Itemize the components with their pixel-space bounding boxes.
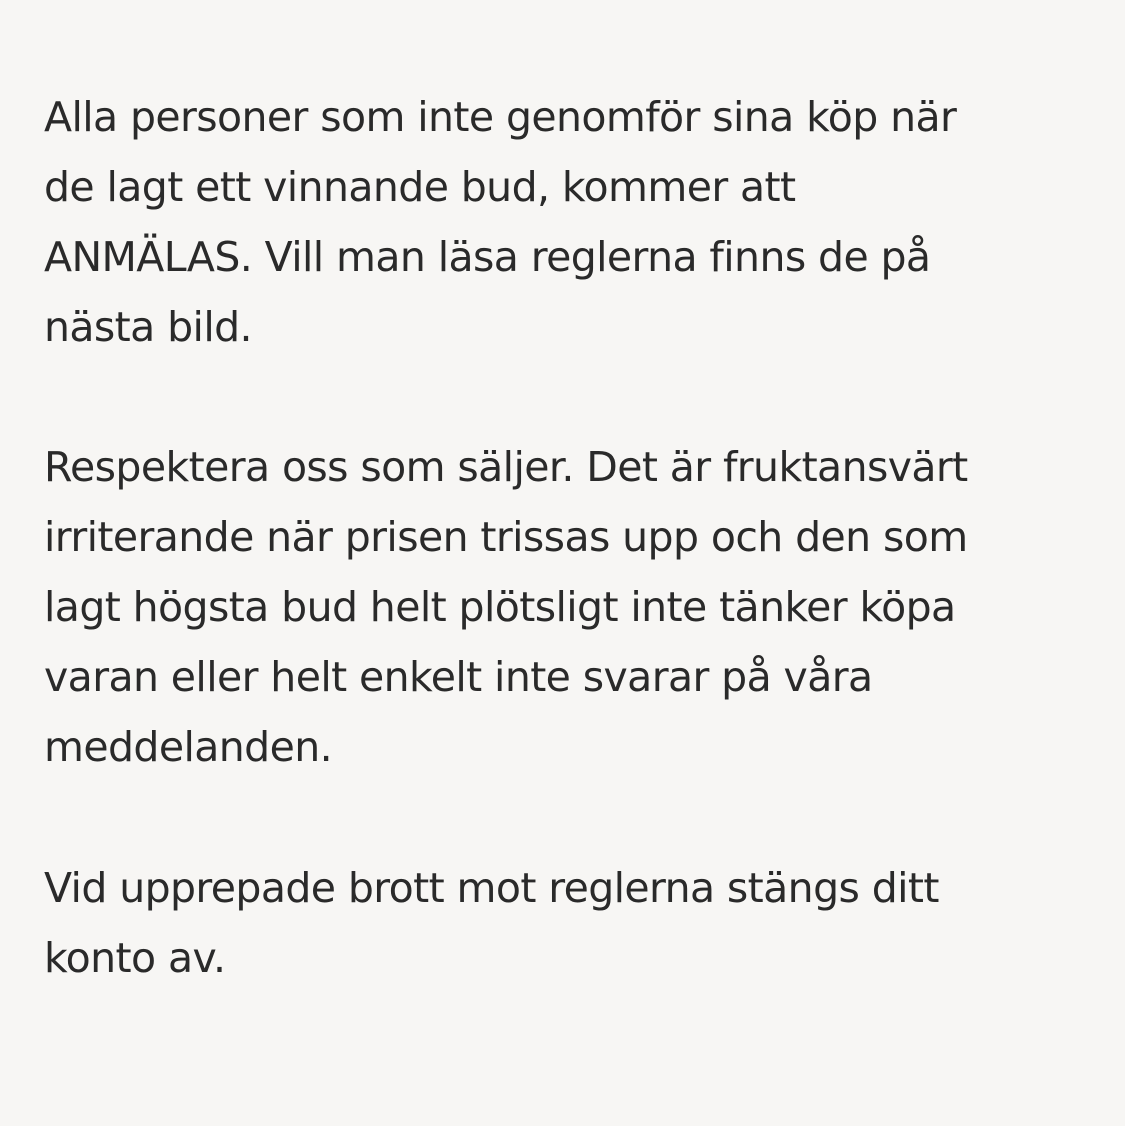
text-line: Alla personer som inte genomför sina köp när bbox=[44, 93, 957, 141]
paragraph-respect-sellers bbox=[44, 432, 1104, 782]
text-line: Vid upprepade brott mot reglerna stängs ditt bbox=[44, 864, 939, 912]
text-line: lagt högsta bud helt plötsligt inte tänker köpa bbox=[44, 583, 956, 631]
text-line: ANMÄLAS. Vill man läsa reglerna finns de på bbox=[44, 233, 931, 281]
text-line: konto av. bbox=[44, 934, 226, 982]
text-line: meddelanden. bbox=[44, 723, 333, 771]
paragraph-account-closure bbox=[44, 853, 1104, 993]
text-line: de lagt ett vinnande bud, kommer att bbox=[44, 163, 796, 211]
paragraph-reporting-warning bbox=[44, 82, 1104, 362]
text-line: Respektera oss som säljer. Det är fruktansvärt bbox=[44, 443, 968, 491]
text-line: nästa bild. bbox=[44, 303, 252, 351]
text-line: irriterande när prisen trissas upp och den som bbox=[44, 513, 968, 561]
text-line: varan eller helt enkelt inte svarar på våra bbox=[44, 653, 873, 701]
